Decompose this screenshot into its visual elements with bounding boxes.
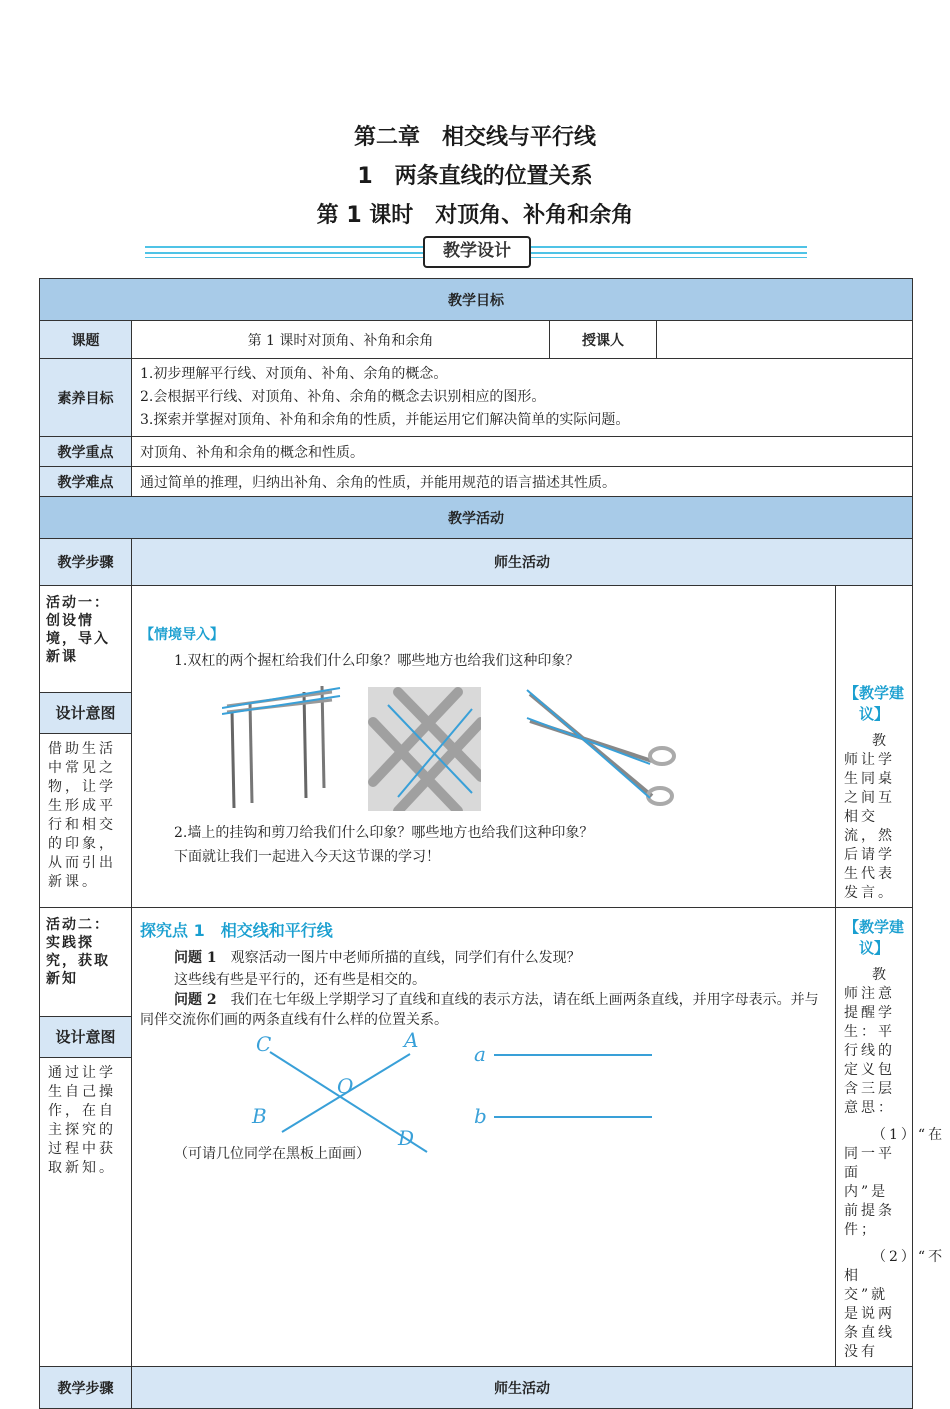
parallel-bars-image (222, 678, 342, 818)
activity1-intent-text: 借助生活中常见之物，让学生形成平行和相交的印象，从而引出新课。 (48, 741, 116, 890)
activity2-intent-label: 设计意图 (40, 1016, 131, 1058)
activity2-content (132, 908, 836, 1367)
point-c: C (256, 1032, 272, 1056)
literacy-item: 3.探索并掌握对顶角、补角和余角的性质，并能运用它们解决简单的实际问题。 (140, 412, 630, 428)
activity1-side (40, 586, 132, 908)
difficulty-label: 教学难点 (40, 467, 132, 497)
literacy-item: 2.会根据平行线、对顶角、补角、余角的概念去识别相应的图形。 (140, 389, 546, 405)
problem-2 (140, 990, 823, 1030)
problem-1-text: 观察活动一图片中老师所描的直线，同学们有什么发现？ (216, 950, 581, 966)
question-2: 2.墙上的挂钩和剪刀给我们什么印象？哪些地方也给我们这种印象？ (174, 825, 594, 841)
lesson-title: 第 1 课时 对顶角、补角和余角 (316, 203, 634, 228)
explore-head: 探究点 1 相交线和平行线 (140, 921, 333, 940)
activity2-intent-text: 通过让学生自己操作，在自主探究的过程中获取新知。 (48, 1065, 116, 1176)
key-label: 教学重点 (40, 437, 132, 467)
teacher-value (657, 321, 913, 359)
tip-text-2c: （2）“不相交”就是说两条直线没有 (844, 1249, 946, 1360)
tip-text-2b: （1）“在同一平面内”是前提条件； (844, 1127, 946, 1238)
goals-header: 教学目标 (40, 279, 913, 321)
tip-head-1: 【教学建议】 (844, 684, 905, 723)
hanger-image (368, 687, 481, 811)
activity1-name: 活动一：创设情境，导入新课 (46, 595, 110, 665)
question-1: 1.双杠的两个握杠给我们什么印象？哪些地方也给我们这种印象？ (174, 653, 580, 669)
footer-steps-label: 教学步骤 (40, 1367, 132, 1409)
tip-text-2a: 教师注意提醒学生：平行线的定义包含三层意思： (844, 967, 895, 1116)
parallel-line-b (494, 1114, 654, 1120)
footer-activity-label: 师生活动 (132, 1367, 913, 1409)
problem-2-text: 我们在七年级上学期学习了直线和直线的表示方法，请在纸上画两条直线，并用字母表示。并与同伴交流你们画的两条直线有什么样的位置关系。 (140, 992, 819, 1028)
design-banner (145, 236, 807, 266)
problem-1 (174, 948, 581, 968)
tip-head-2: 【教学建议】 (844, 918, 905, 957)
difficulty-value: 通过简单的推理，归纳出补角、余角的性质，并能用规范的语言描述其性质。 (132, 467, 913, 497)
section-title: 1 两条直线的位置关系 (357, 164, 593, 189)
problem-2-label: 问题 2 (174, 992, 217, 1008)
topic-value: 第 1 课时对顶角、补角和余角 (132, 321, 550, 359)
activity2-side (40, 908, 132, 1367)
activity2-name: 活动二：实践探究，获取新知 (46, 917, 110, 987)
teacher-label: 授课人 (550, 321, 657, 359)
activity1-content (132, 586, 836, 908)
lesson-plan-table (39, 278, 946, 1409)
literacy-goals (132, 359, 913, 437)
activity1-intent-label: 设计意图 (40, 692, 131, 734)
literacy-label: 素养目标 (40, 359, 132, 437)
topic-label: 课题 (40, 321, 132, 359)
point-o: O (337, 1074, 354, 1098)
teacher-student-label: 师生活动 (132, 539, 913, 586)
activities-header: 教学活动 (40, 497, 913, 539)
tip-text-1: 教师让学生同桌之间互相交流，然后请学生代表发言。 (844, 733, 895, 901)
point-b: B (252, 1104, 267, 1128)
problem-1-label: 问题 1 (174, 950, 217, 966)
line-b-label: b (474, 1104, 487, 1128)
chapter-title: 第二章 相交线与平行线 (353, 125, 596, 150)
literacy-item: 1.初步理解平行线、对顶角、补角、余角的概念。 (140, 366, 448, 382)
point-a: A (404, 1028, 419, 1052)
problem-1-answer: 这些线有些是平行的，还有些是相交的。 (174, 972, 426, 988)
point-d: D (398, 1126, 415, 1150)
design-badge: 教学设计 (423, 236, 531, 268)
steps-label: 教学步骤 (40, 539, 132, 586)
parallel-line-a (494, 1052, 654, 1058)
line-a-label: a (474, 1042, 486, 1066)
activity2-tip (836, 908, 946, 1367)
activity1-tip (836, 586, 913, 908)
scissors-image (522, 686, 682, 811)
key-value: 对顶角、补角和余角的概念和性质。 (132, 437, 913, 467)
intro-tag: 【情境导入】 (140, 627, 224, 643)
figure-caption: （可请几位同学在黑板上面画） (174, 1146, 370, 1162)
question-3: 下面就让我们一起进入今天这节课的学习！ (174, 849, 440, 865)
